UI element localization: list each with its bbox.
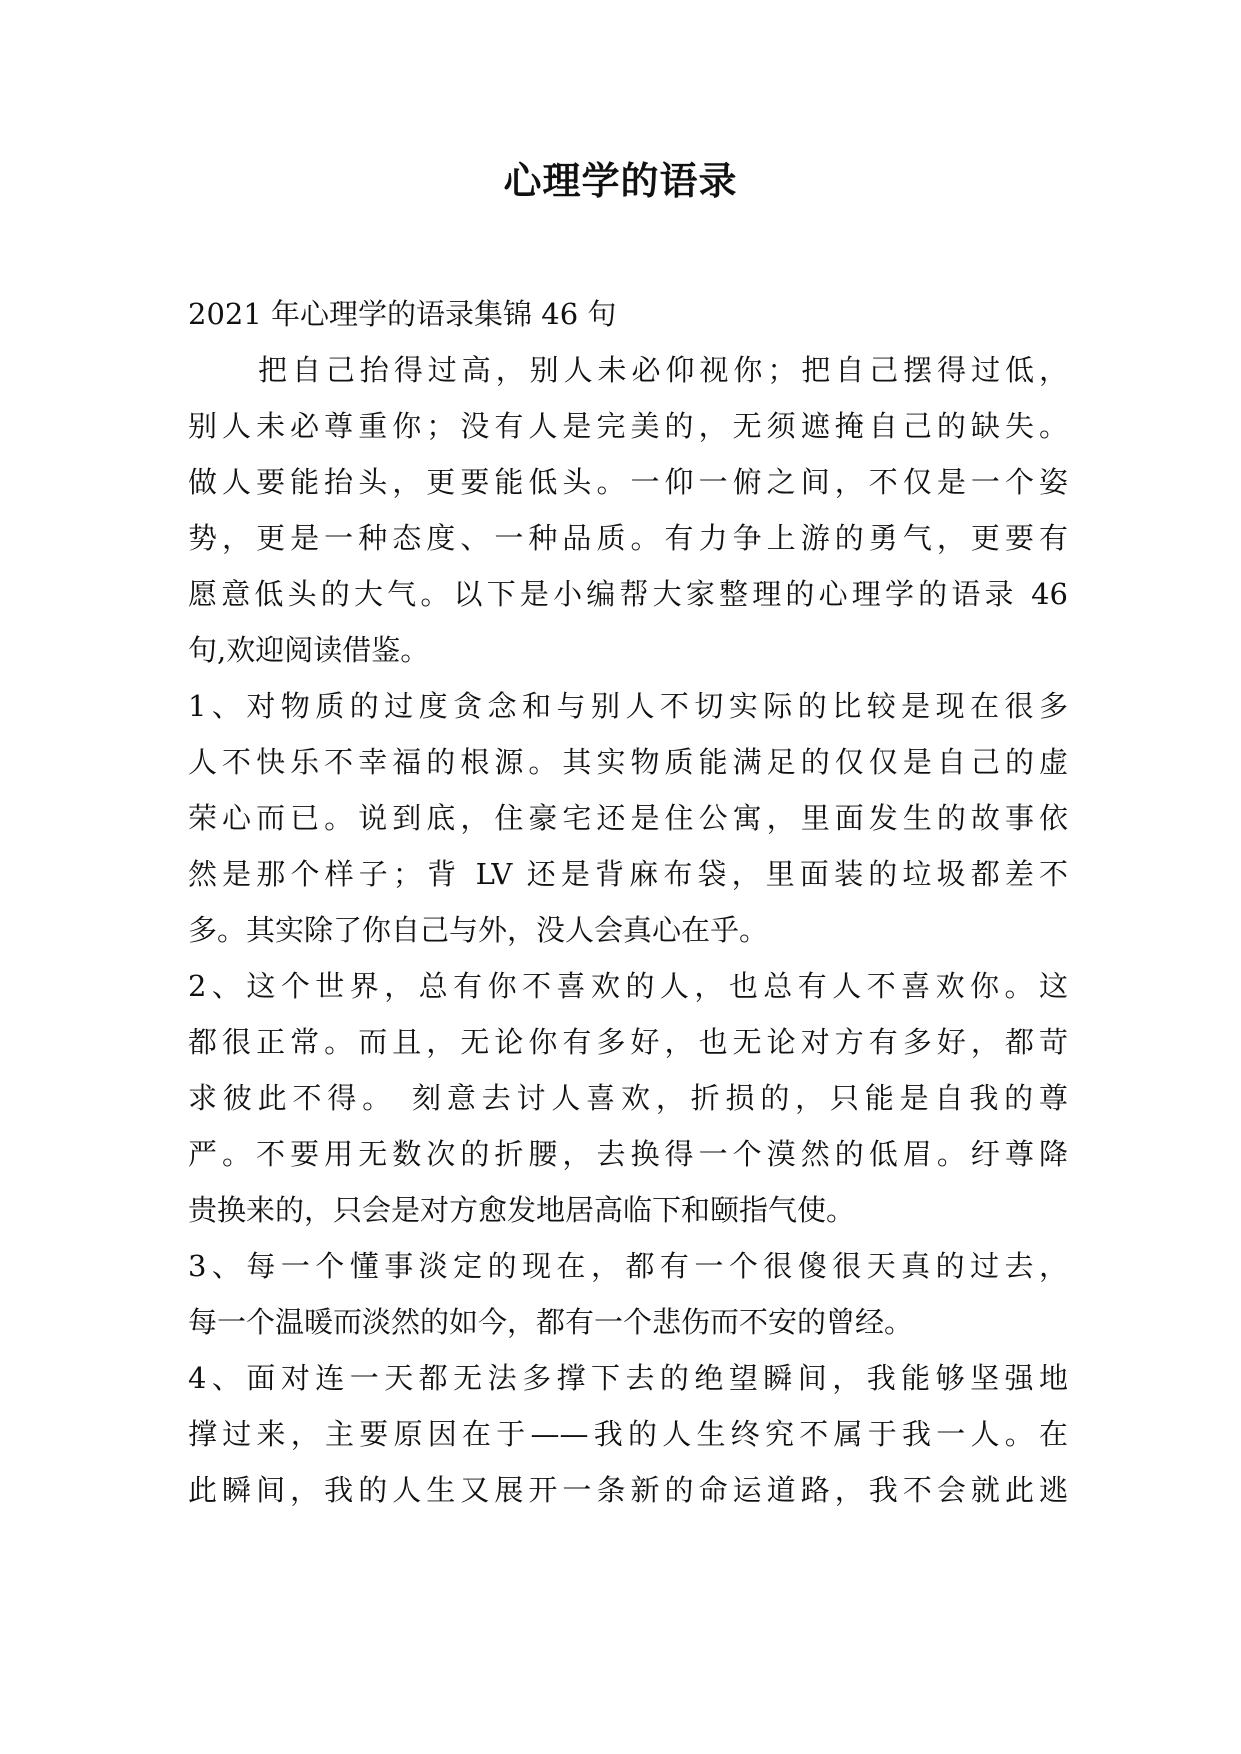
text-line: 严。不要用无数次的折腰，去换得一个漠然的低眉。纡尊降 xyxy=(188,1137,1068,1171)
text-line: 愿意低头的大气。以下是小编帮大家整理的心理学的语录 46 xyxy=(188,577,1068,611)
text-line: 做人要能抬头，更要能低头。一仰一俯之间，不仅是一个姿 xyxy=(188,465,1068,499)
text-line: 1、对物质的过度贪念和与别人不切实际的比较是现在很多 xyxy=(188,689,1068,723)
text-line: 此瞬间，我的人生又展开一条新的命运道路，我不会就此逃 xyxy=(188,1473,1068,1507)
text-line: 多。其实除了你自己与外，没人会真心在乎。 xyxy=(188,913,769,947)
document-body xyxy=(188,286,1068,1518)
text-line: 撑过来，主要原因在于——我的人生终究不属于我一人。在 xyxy=(188,1417,1068,1451)
text-line: 2021 年心理学的语录集锦 46 句 xyxy=(188,297,617,331)
document-title: 心理学的语录 xyxy=(503,158,738,203)
text-line: 2、这个世界，总有你不喜欢的人，也总有人不喜欢你。这 xyxy=(188,969,1068,1003)
text-line: 都很正常。而且，无论你有多好，也无论对方有多好，都苛 xyxy=(188,1025,1068,1059)
text-line: 每一个温暖而淡然的如今，都有一个悲伤而不安的曾经。 xyxy=(188,1305,914,1339)
text-line: 句,欢迎阅读借鉴。 xyxy=(188,633,430,667)
text-line: 求彼此不得。 刻意去讨人喜欢，折损的，只能是自我的尊 xyxy=(188,1081,1068,1115)
text-line: 别人未必尊重你；没有人是完美的，无须遮掩自己的缺失。 xyxy=(188,409,1068,443)
text-line: 3、每一个懂事淡定的现在，都有一个很傻很天真的过去， xyxy=(188,1249,1068,1283)
text-line: 4、面对连一天都无法多撑下去的绝望瞬间，我能够坚强地 xyxy=(188,1361,1068,1395)
text-line: 人不快乐不幸福的根源。其实物质能满足的仅仅是自己的虚 xyxy=(188,745,1068,779)
text-line: 势，更是一种态度、一种品质。有力争上游的勇气，更要有 xyxy=(188,521,1068,555)
text-line: 荣心而已。说到底，住豪宅还是住公寓，里面发生的故事依 xyxy=(188,801,1068,835)
text-line: 把自己抬得过高，别人未必仰视你；把自己摆得过低， xyxy=(258,353,1068,387)
text-line: 贵换来的，只会是对方愈发地居高临下和颐指气使。 xyxy=(188,1193,856,1227)
text-line: 然是那个样子；背 LV 还是背麻布袋，里面装的垃圾都差不 xyxy=(188,857,1068,891)
